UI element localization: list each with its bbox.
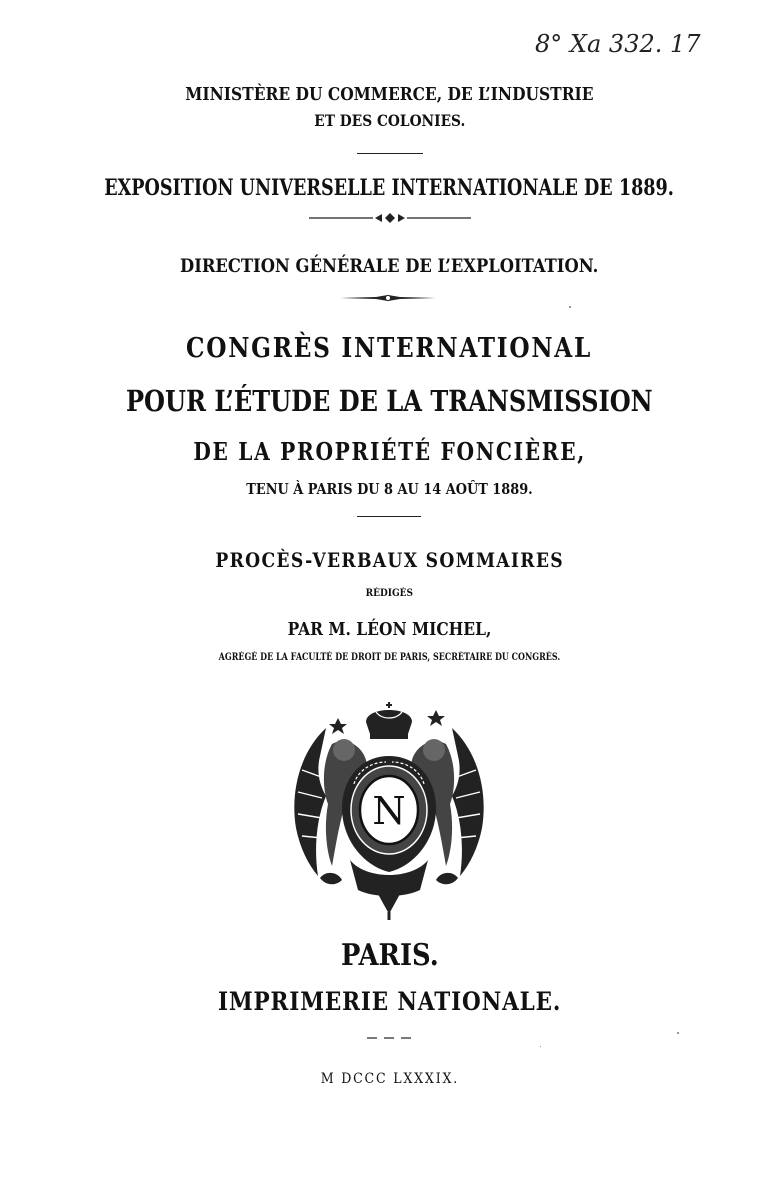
ministry-line-1 [0,84,779,105]
imprint-printer [0,987,779,1016]
divider-rule-1 [357,153,423,154]
divider-rule-2 [357,516,421,517]
ministry-line-2-text: ET DES COLONIES. [313,111,466,130]
proces-verbaux-line [0,548,779,572]
speck-2 [677,1032,679,1034]
title-line-3 [0,437,779,466]
exposition-text: EXPOSITION UNIVERSELLE INTERNATIONALE DE 1889. [104,175,675,201]
held-text: TENU À PARIS DU 8 AU 14 AOÛT 1889. [246,480,533,498]
imprint-year [0,1071,779,1087]
direction-text: DIRECTION GÉNÉRALE DE L’EXPLOITATION. [180,255,599,277]
shelfmark: 8° Xa 332. 17 [535,30,701,58]
author-text: PAR M. LÉON MICHEL, [287,619,492,640]
dash-rule-icon [367,1035,411,1041]
held-line [0,480,779,498]
imperial-eagle-emblem-icon [286,700,492,922]
imprint-city-text: PARIS. [340,938,439,973]
rediges-text: RÉDIGÉS [365,588,414,599]
ministry-line-2 [0,111,779,130]
proces-verbaux-text: PROCÈS-VERBAUX SOMMAIRES [215,548,564,572]
rediges-line [0,588,779,599]
speck-3 [540,1046,541,1047]
title-line-3-text: DE LA PROPRIÉTÉ FONCIÈRE, [193,437,586,466]
author-title-text: AGRÉGÉ DE LA FACULTÉ DE DROIT DE PARIS, SECRÉTAIRE DU CONGRÈS. [218,652,561,663]
title-line-2-text: POUR L’ÉTUDE DE LA TRANSMISSION [126,384,653,418]
author-title-line [0,652,779,663]
title-line-1-text: CONGRÈS INTERNATIONAL [186,333,593,364]
author-line [0,619,779,640]
title-line-2 [0,384,779,418]
ministry-line-1-text: MINISTÈRE DU COMMERCE, DE L’INDUSTRIE [185,84,594,105]
ornament-rule-icon-2 [340,293,436,303]
emblem-monogram: N [372,789,406,833]
direction-line [0,255,779,277]
ornament-rule-icon [309,211,471,225]
imprint-city [0,938,779,973]
imprint-printer-text: IMPRIMERIE NATIONALE. [217,987,562,1016]
speck [569,306,571,308]
title-line-1 [0,333,779,364]
exposition-line [0,175,779,201]
imprint-year-text: M DCCC LXXXIX. [320,1071,459,1087]
